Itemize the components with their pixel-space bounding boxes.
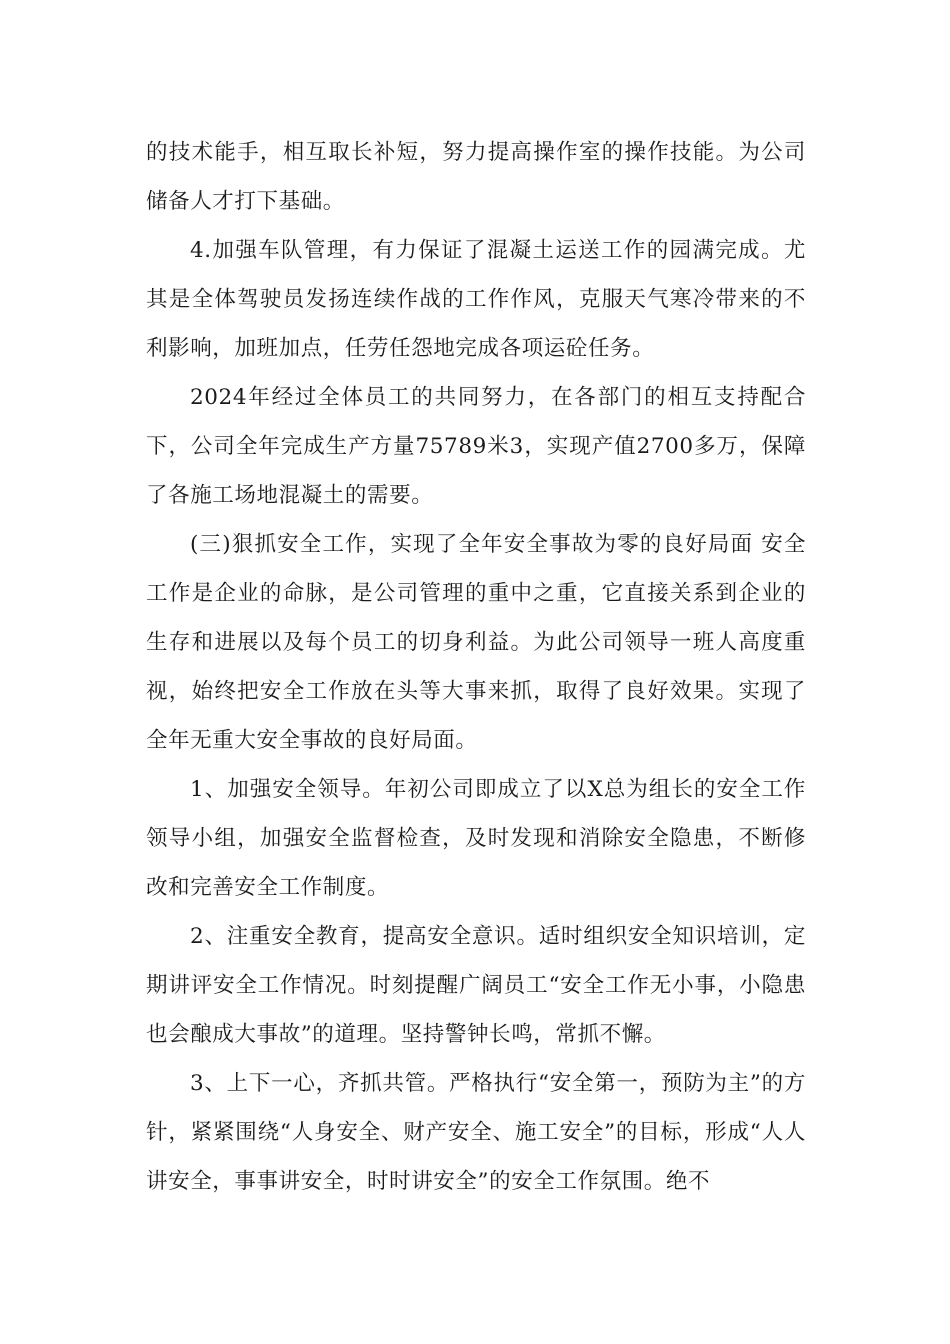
paragraph-safety-education: 2、注重安全教育，提高安全意识。适时组织安全知识培训，定期讲评安全工作情况。时刻提醒广阔员工“安全工作无小事，小隐患也会酿成大事故”的道理。坚持警钟长鸣，常抓不懈。 <box>146 924 806 1047</box>
paragraph-talent-reserve: 的技术能手，相互取长补短，努力提高操作室的操作技能。为公司储备人才打下基础。 <box>146 140 806 214</box>
paragraph-fleet-management: 4.加强车队管理，有力保证了混凝土运送工作的园满完成。尤其是全体驾驶员发扬连续作战的工作作风，克服天气寒冷带来的不利影响，加班加点，任劳任怨地完成各项运砼任务。 <box>146 238 806 361</box>
paragraph-safety-section-heading: (三)狠抓安全工作，实现了全年安全事故为零的良好局面 安全工作是企业的命脉，是公司管理的重中之重，它直接关系到企业的生存和进展以及每个员工的切身利益。为此公司领导一班人高度重视，始终把安全工作放在头等大事来抓，取得了良好效果。实现了全年无重大安全事故的良好局面。 <box>146 532 806 753</box>
paragraph-annual-output: 2024年经过全体员工的共同努力，在各部门的相互支持配合下，公司全年完成生产方量75789米3，实现产值2700多万，保障了各施工场地混凝土的需要。 <box>146 385 806 508</box>
paragraph-safety-leadership: 1、加强安全领导。年初公司即成立了以X总为组长的安全工作领导小组，加强安全监督检查，及时发现和消除安全隐患，不断修改和完善安全工作制度。 <box>146 777 806 900</box>
document-body <box>146 128 806 1206</box>
paragraph-joint-management: 3、上下一心，齐抓共管。严格执行“安全第一，预防为主”的方针，紧紧围绕“人身安全、财产安全、施工安全”的目标，形成“人人讲安全，事事讲安全，时时讲安全”的安全工作氛围。绝不 <box>146 1071 806 1194</box>
